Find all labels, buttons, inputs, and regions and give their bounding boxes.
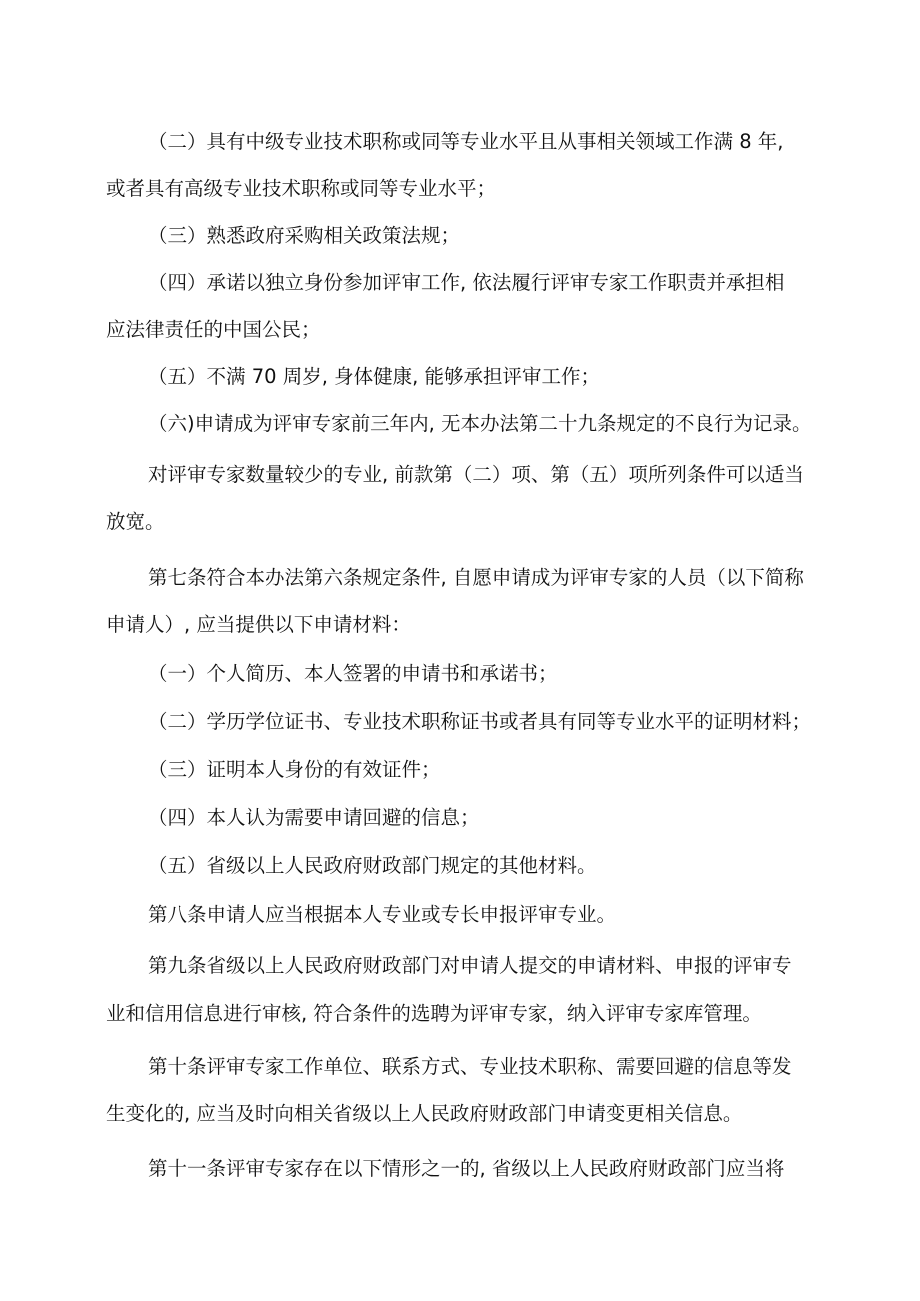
text-line: （四）承诺以独立身份参加评审工作, 依法履行评审专家工作职责并承担相 [148, 271, 785, 294]
text-line: （四）本人认为需要申请回避的信息； [148, 806, 480, 829]
text-line: 第十一条评审专家存在以下情形之一的, 省级以上人民政府财政部门应当将 [148, 1157, 785, 1180]
text-line: 业和信用信息进行审核, 符合条件的选聘为评审专家，纳入评审专家库管理。 [106, 1002, 762, 1025]
text-line: 对评审专家数量较少的专业, 前款第（二）项、第（五）项所列条件可以适当 [148, 463, 804, 486]
text-line: （五）不满 70 周岁, 身体健康, 能够承担评审工作； [148, 365, 601, 388]
text-line: 或者具有高级专业技术职称或同等专业水平； [106, 177, 497, 200]
text-line: （一）个人简历、本人签署的申请书和承诺书； [148, 662, 558, 685]
text-line: 第十条评审专家工作单位、联系方式、专业技术职称、需要回避的信息等发 [148, 1055, 792, 1078]
text-line: 第九条省级以上人民政府财政部门对申请人提交的申请材料、申报的评审专 [148, 954, 792, 977]
text-line: （五）省级以上人民政府财政部门规定的其他材料。 [148, 854, 597, 877]
text-line: 申请人）, 应当提供以下申请材料： [106, 613, 411, 636]
text-line: 第八条申请人应当根据本人专业或专长申报评审专业。 [148, 903, 617, 926]
text-line: 应法律责任的中国公民； [106, 318, 321, 341]
text-line: 放宽。 [106, 510, 165, 533]
text-line: （二）具有中级专业技术职称或同等专业水平且从事相关领域工作满 8 年, [148, 130, 784, 153]
text-line: （三）熟悉政府采购相关政策法规； [148, 224, 461, 247]
text-line: 第七条符合本办法第六条规定条件, 自愿申请成为评审专家的人员（以下简称 [148, 566, 804, 589]
text-line: （二）学历学位证书、专业技术职称证书或者具有同等专业水平的证明材料； [148, 710, 812, 733]
text-line: （三）证明本人身份的有效证件； [148, 758, 441, 781]
text-line: 生变化的, 应当及时向相关省级以上人民政府财政部门申请变更相关信息。 [106, 1102, 743, 1125]
text-line: （六)申请成为评审专家前三年内, 无本办法第二十九条规定的不良行为记录。 [148, 412, 812, 435]
